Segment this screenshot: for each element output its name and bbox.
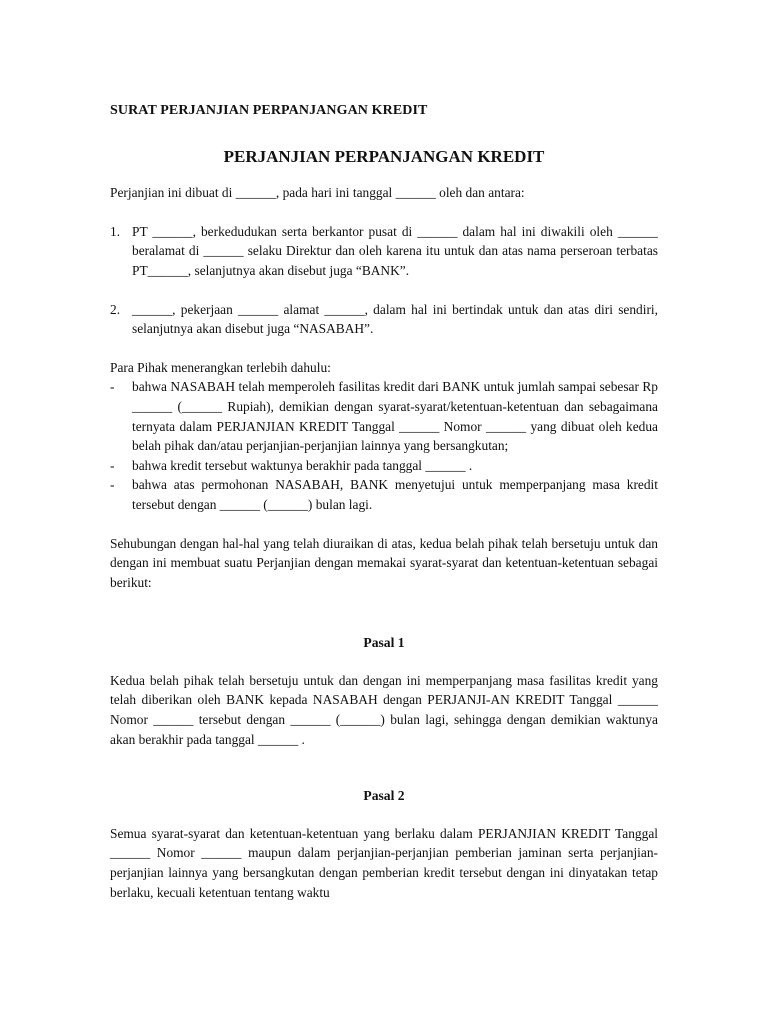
party-number: 1. — [110, 223, 121, 239]
document-title: PERJANJIAN PERPANJANGAN KREDIT — [223, 146, 545, 166]
recitals-title: Para Pihak menerangkan terlebih dahulu: — [110, 359, 331, 375]
intro-paragraph: Perjanjian ini dibuat di ______, pada hari ini tanggal ______ oleh dan antara: — [110, 185, 525, 201]
closing-paragraph: Sehubungan dengan hal-hal yang telah diuraikan di atas, kedua belah pihak telah bersetuju untuk dan dengan ini membuat suatu Perjanjian dengan memakai syarat-syarat dan ketentuan-ketentuan sebagai berikut: — [110, 535, 658, 590]
party-item — [110, 300, 658, 339]
recital-item — [110, 475, 658, 514]
recitals-list — [110, 377, 658, 514]
article-body: Semua syarat-syarat dan ketentuan-ketentuan yang berlaku dalam PERJANJIAN KREDIT Tanggal ______ Nomor ______ maupun dalam perjanjian-perjanjian pemberian jaminan serta perjanjian-perjanjian lainnya yang bersangkutan dengan pemberian kredit tersebut dengan ini dinyatakan tetap berlaku, kecuali ketentuan tentang waktu — [110, 825, 658, 900]
party-item — [110, 222, 658, 281]
recital-dash: - — [110, 379, 115, 395]
party-text: ______, pekerjaan ______ alamat ______, dalam hal ini bertindak untuk dan atas diri sendiri, selanjutnya akan disebut juga “NASABAH”. — [132, 301, 658, 337]
party-text: PT ______, berkedudukan serta berkantor pusat di ______ dalam hal ini diwakili oleh ______ beralamat di ______ selaku Direktur dan oleh karena itu untuk dan atas nama perseroan terbatas PT______, selanjutnya akan disebut juga “BANK”. — [132, 223, 658, 278]
article-title: Pasal 1 — [363, 635, 405, 651]
recital-text: bahwa NASABAH telah memperoleh fasilitas kredit dari BANK untuk jumlah sampai sebesar Rp ______ (______ Rupiah), demikian dengan syarat-syarat/ketentuan-ketentuan dan sebagaimana ternyata dalam PERJANJIAN KREDIT Tanggal ______ Nomor ______ yang dibuat oleh kedua belah pihak dan/atau perjanjian-perjanjian lainnya yang bersangkutan; — [132, 379, 658, 454]
recital-dash: - — [110, 457, 115, 473]
document-content — [110, 101, 658, 902]
recital-text: bahwa kredit tersebut waktunya berakhir pada tanggal ______ . — [132, 457, 473, 473]
recital-text: bahwa atas permohonan NASABAH, BANK menyetujui untuk memperpanjang masa kredit tersebut dengan ______ (______) bulan lagi. — [132, 477, 658, 512]
article-title: Pasal 2 — [363, 788, 405, 804]
recital-dash: - — [110, 477, 115, 493]
document-heading: SURAT PERJANJIAN PERPANJANGAN KREDIT — [110, 103, 428, 118]
party-number: 2. — [110, 301, 121, 317]
recital-item — [110, 377, 658, 455]
parties-list — [110, 222, 658, 339]
article-body: Kedua belah pihak telah bersetuju untuk dan dengan ini memperpanjang masa fasilitas kredit yang telah diberikan oleh BANK kepada NASABAH dengan PERJANJI-AN KREDIT Tanggal ______ Nomor ______ tersebut dengan ______ (______) bulan lagi, sehingga dengan demikian waktunya akan berakhir pada tanggal ______ . — [110, 672, 658, 747]
recital-item — [110, 456, 658, 476]
